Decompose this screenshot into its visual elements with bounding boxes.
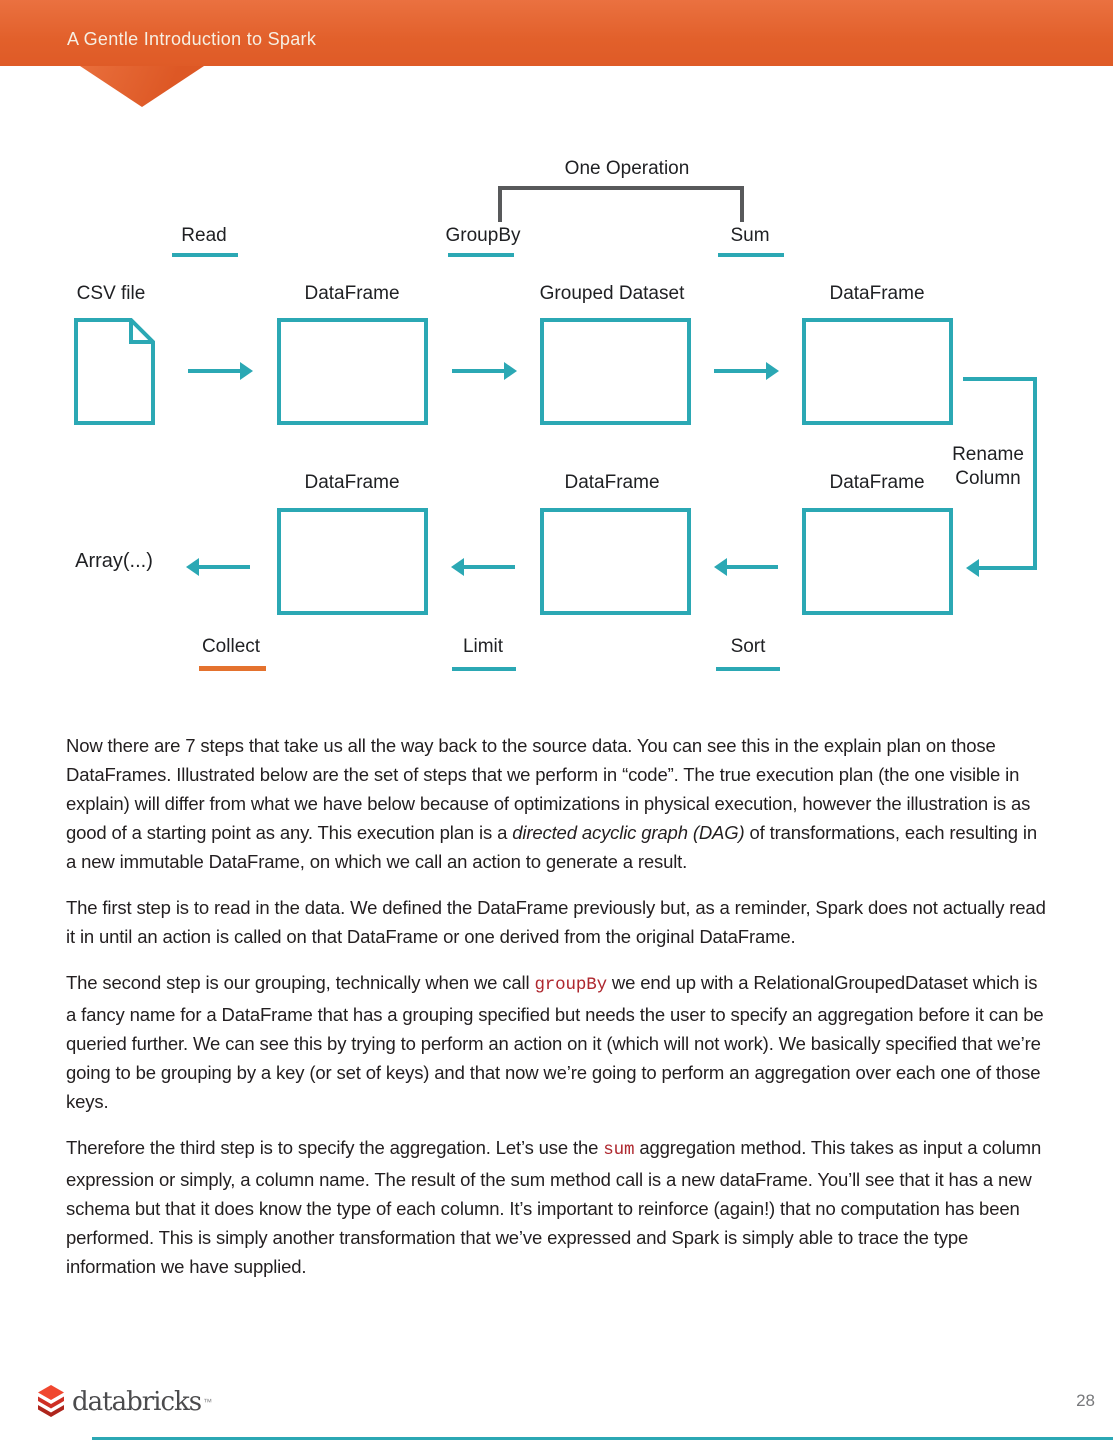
dataframe-label-4: DataFrame: [564, 472, 660, 493]
operation-sort-label: Sort: [730, 636, 766, 657]
paragraph-4: Therefore the third step is to specify the aggregation. Let’s use the sum aggregation method. This takes as input a column expression or simply, a column name. The result of the sum method call is a new dataFrame. You’ll see that it has a new schema but that it does know the type of each column. It’s important to reinforce (again!) that no computation has been performed. This is simply another transformation that we’ve expressed and Spark is simply able to trace the type information we have supplied.: [66, 1137, 1042, 1277]
dataframe-node-5: [802, 508, 953, 615]
dataframe-label-5: DataFrame: [829, 472, 925, 493]
operation-sum-label: Sum: [730, 225, 770, 246]
one-operation-label: One Operation: [564, 158, 690, 179]
dataframe-label-3: DataFrame: [304, 472, 400, 493]
code-groupby: groupBy: [534, 975, 607, 995]
operation-read-label: Read: [181, 225, 227, 246]
arrow-limit: [463, 565, 515, 569]
dataframe-label-2: DataFrame: [829, 283, 925, 304]
one-operation-bracket: [498, 186, 744, 222]
arrow-read: [188, 369, 241, 373]
rename-column-label: Rename Column: [952, 444, 1024, 489]
paragraph-1: Now there are 7 steps that take us all the way back to the source data. You can see this in the explain plan on those DataFrames. Illustrated below are the set of steps that we perform in “code”. The true execution plan (the one visible in explain) will differ from what we have below because of optimizations in physical execution, however the illustration is as good of a starting point as any. This execution plan is a directed acyclic graph (DAG) of transformations, each resulting in a new immutable DataFrame, on which we call an action to generate a result.: [66, 735, 1038, 872]
dataframe-node-4: [540, 508, 691, 615]
page-number: 28: [1076, 1391, 1095, 1410]
read-underline: [172, 253, 238, 257]
paragraph-2: The first step is to read in the data. We defined the DataFrame previously but, as a reminder, Spark does not actually read it in until an action is called on that DataFrame or one derived from the original DataFrame.: [66, 897, 1046, 947]
dataframe-node-2: [802, 318, 953, 425]
header-ribbon: [80, 66, 204, 107]
operation-collect-label: Collect: [201, 636, 261, 657]
dataframe-node-3: [277, 508, 428, 615]
collect-underline: [199, 666, 266, 671]
csv-file-icon: [74, 318, 156, 426]
arrow-sort: [726, 565, 778, 569]
header-bar: [0, 0, 1113, 66]
rename-path-arrow: [978, 566, 1037, 570]
dataframe-node-1: [277, 318, 428, 425]
execution-plan-diagram: [0, 140, 1113, 685]
groupby-underline: [448, 253, 514, 257]
databricks-logo: [36, 1384, 212, 1419]
rename-path-vertical: [1033, 377, 1037, 570]
dataframe-label-1: DataFrame: [304, 283, 400, 304]
csv-file-label: CSV file: [76, 283, 146, 304]
operation-groupby-label: GroupBy: [445, 225, 521, 246]
body-text: [66, 731, 1050, 1298]
array-result-label: Array(...): [75, 550, 153, 572]
databricks-wordmark: databricks: [72, 1386, 202, 1417]
paragraph-3: The second step is our grouping, technically when we call groupBy we end up with a RelationalGroupedDataset which is a fancy name for a DataFrame that has a grouping specified but needs the user to specify an aggregation before it can be queried further. We can see this by trying to perform an action on it (which will not work). We basically specified that we’re going to be grouping by a key (or set of keys) and that now we’re going to perform an aggregation over each one of those keys.: [66, 972, 1044, 1112]
trademark-symbol: ™: [203, 1396, 213, 1407]
arrow-groupby: [452, 369, 505, 373]
code-sum: sum: [603, 1140, 635, 1160]
sum-underline: [718, 253, 784, 257]
operation-limit-label: Limit: [462, 636, 504, 657]
databricks-logo-icon: [36, 1384, 66, 1419]
arrow-sum: [714, 369, 767, 373]
grouped-dataset-node: [540, 318, 691, 425]
limit-underline: [452, 667, 516, 671]
italic-dag-phrase: directed acyclic graph (DAG): [512, 822, 745, 843]
grouped-dataset-label: Grouped Dataset: [539, 283, 685, 304]
arrow-collect: [198, 565, 250, 569]
sort-underline: [716, 667, 780, 671]
page-title: A Gentle Introduction to Spark: [67, 29, 317, 49]
rename-path-top: [963, 377, 1037, 381]
